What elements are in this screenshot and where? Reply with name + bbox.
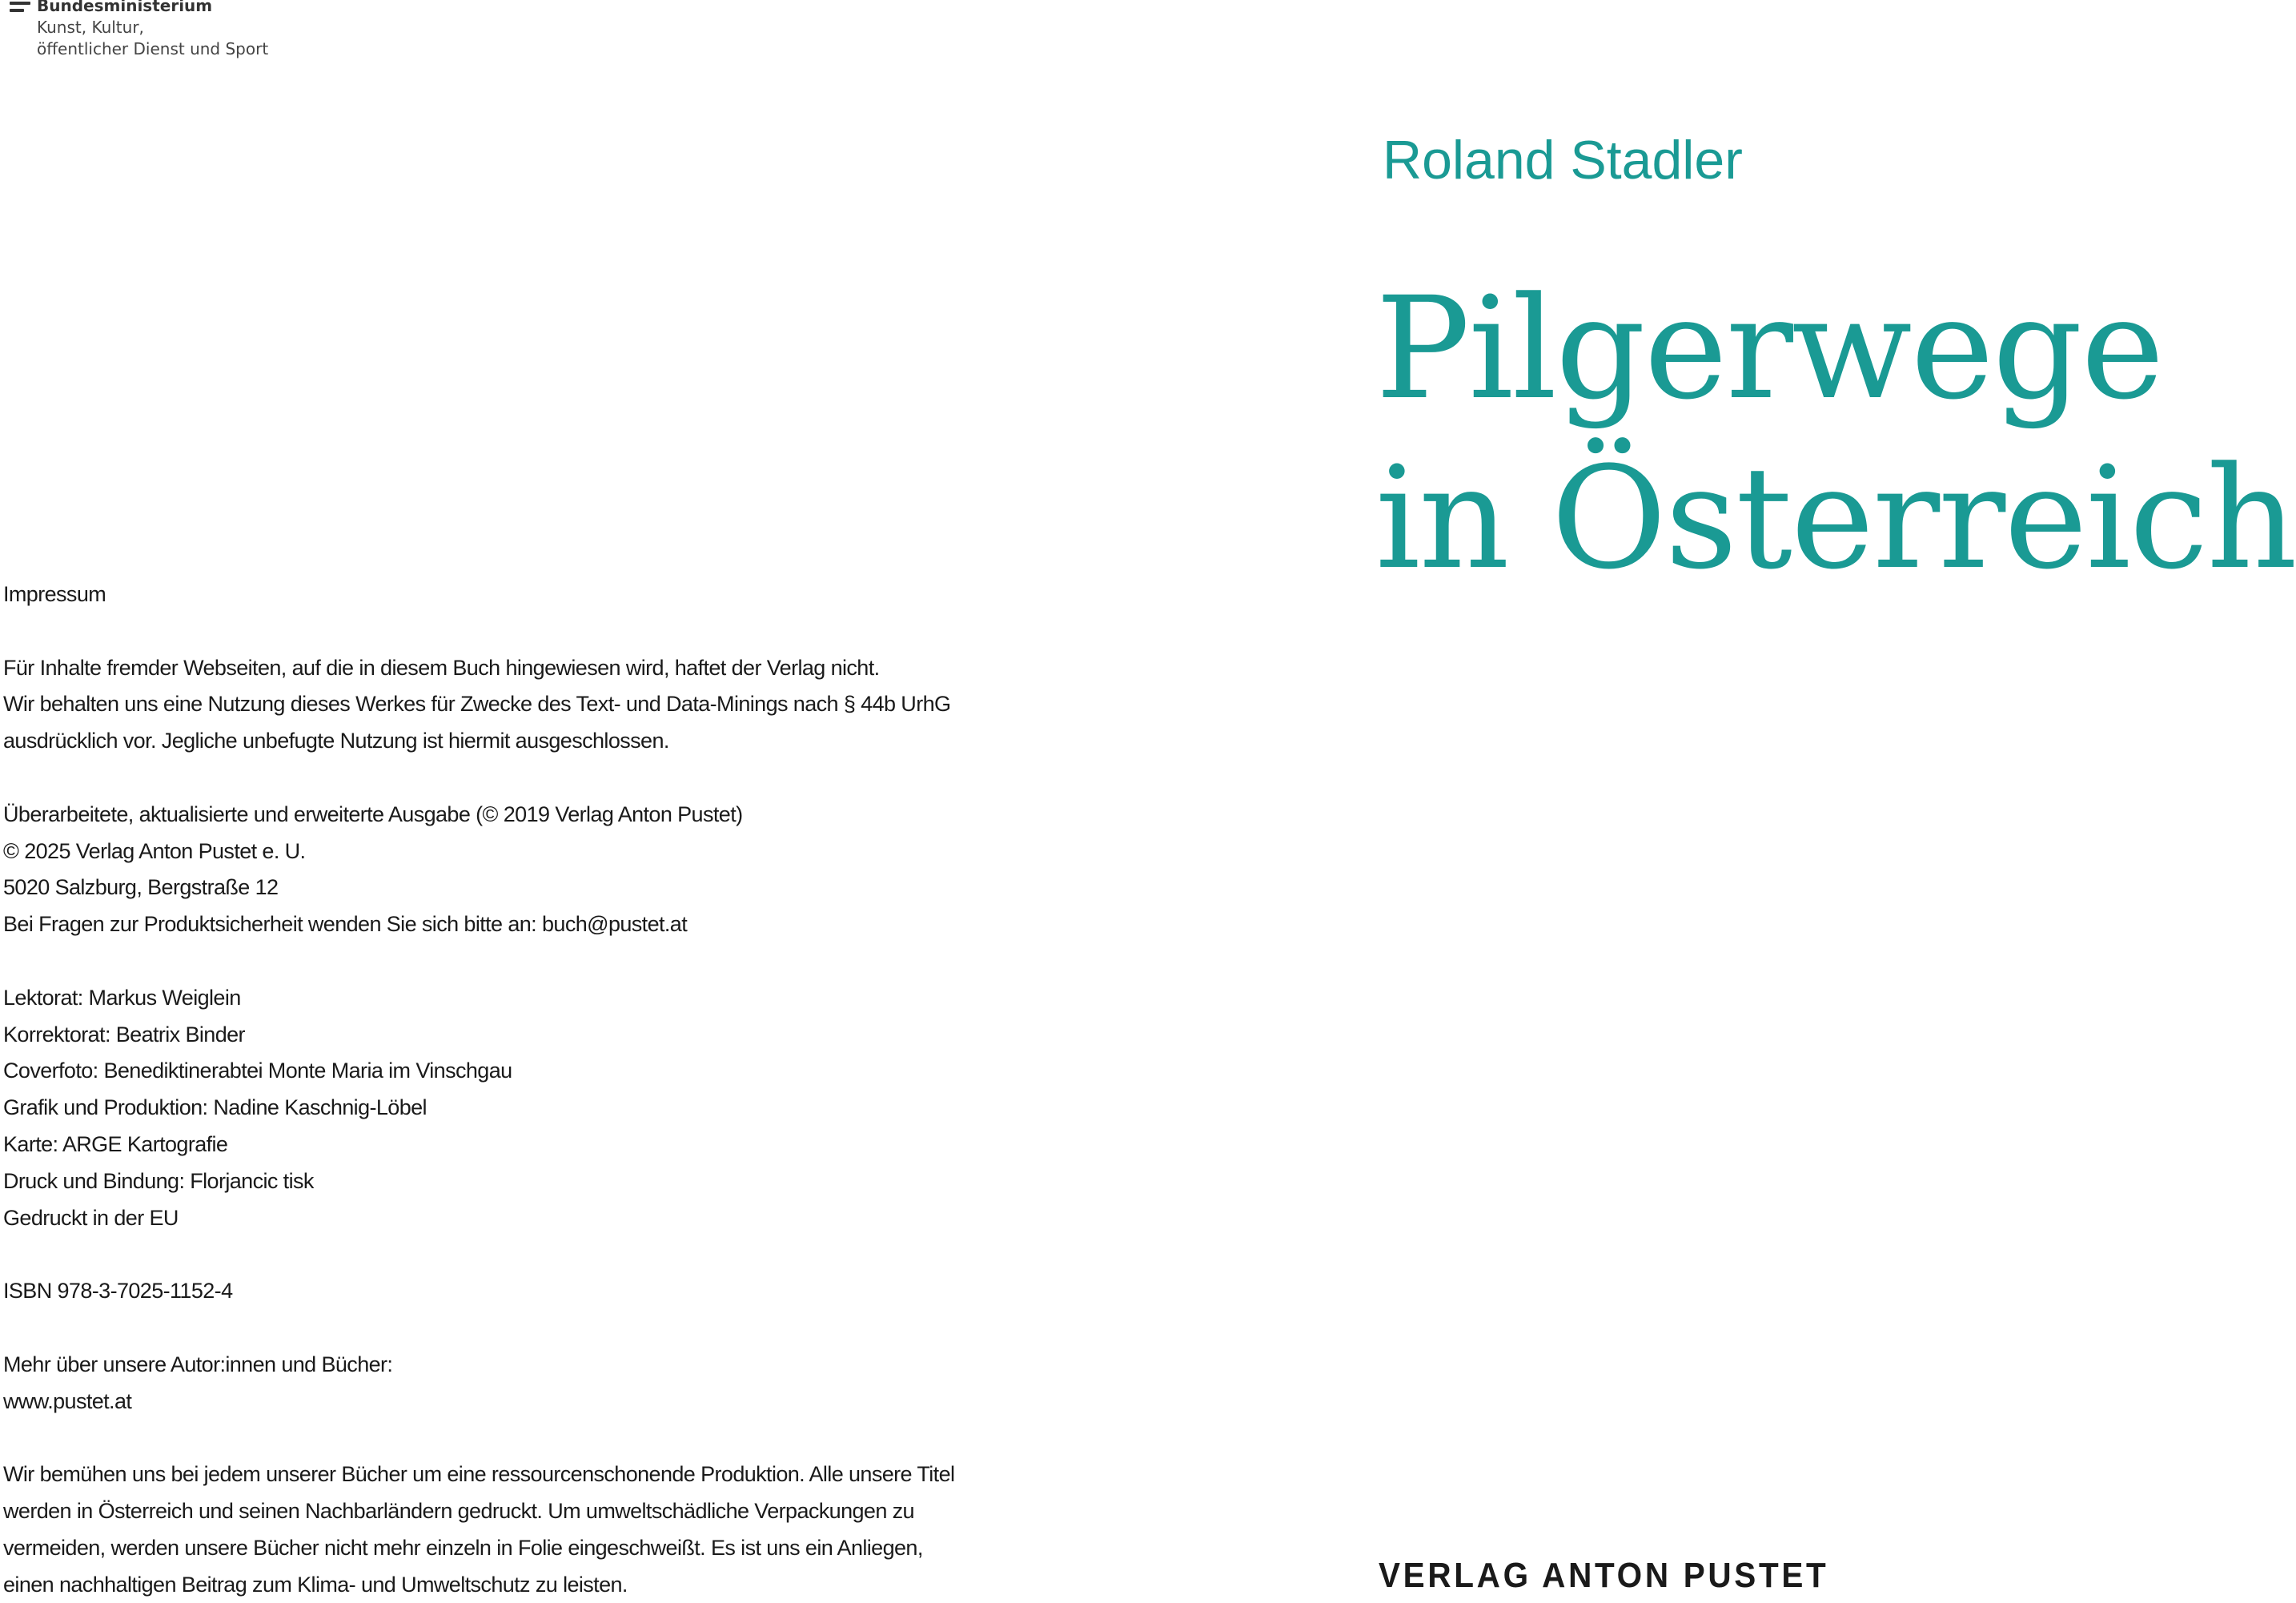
credit-line: Grafik und Produktion: Nadine Kaschnig-Löbel	[3, 1095, 427, 1120]
imprint-address: 5020 Salzburg, Bergstraße 12	[3, 875, 279, 900]
sustainability-line: einen nachhaltigen Beitrag zum Klima- und Umweltschutz zu leisten.	[3, 1572, 628, 1597]
imprint-heading: Impressum	[3, 582, 106, 606]
imprint-block	[3, 577, 955, 1603]
ministry-name: Bundesministerium	[37, 0, 213, 15]
imprint-copyright: © 2025 Verlag Anton Pustet e. U.	[3, 838, 306, 863]
credit-line: Korrektorat: Beatrix Binder	[3, 1022, 245, 1047]
book-title	[1375, 264, 2296, 604]
credit-line: Coverfoto: Benediktinerabtei Monte Maria im Vinschgau	[3, 1059, 512, 1083]
sustainability-line: vermeiden, werden unsere Bücher nicht mehr einzeln in Folie eingeschweißt. Es ist uns ein Anliegen,	[3, 1535, 923, 1560]
ministry-flag-icon	[10, 2, 30, 13]
sustainability-line: Wir bemühen uns bei jedem unserer Bücher um eine ressourcenschonende Produktion. Alle unsere Titel	[3, 1462, 955, 1487]
credit-line: Lektorat: Markus Weiglein	[3, 985, 241, 1010]
ministry-department-line1: Kunst, Kultur,	[37, 18, 144, 37]
imprint-disclaimer-line: ausdrücklich vor. Jegliche unbefugte Nutzung ist hiermit ausgeschlossen.	[3, 729, 669, 753]
credit-line: Karte: ARGE Kartografie	[3, 1131, 228, 1156]
sustainability-line: werden in Österreich und seinen Nachbarländern gedruckt. Um umweltschädliche Verpackungen zu	[3, 1498, 914, 1523]
more-info-text: Mehr über unsere Autor:innen und Bücher:	[3, 1352, 393, 1376]
ministry-department-line2: öffentlicher Dienst und Sport	[37, 39, 269, 58]
book-title-line2: in Österreich	[1375, 436, 2296, 601]
imprint-contact: Bei Fragen zur Produktsicherheit wenden Sie sich bitte an: buch@pustet.at	[3, 912, 688, 937]
publisher-website: www.pustet.at	[3, 1388, 132, 1413]
imprint-disclaimer-line: Wir behalten uns eine Nutzung dieses Werkes für Zwecke des Text- und Data-Minings nach § 44b UrhG	[3, 692, 951, 717]
isbn: ISBN 978-3-7025-1152-4	[3, 1279, 233, 1304]
credit-line: Druck und Bindung: Florjancic tisk	[3, 1168, 314, 1193]
imprint-disclaimer-line: Für Inhalte fremder Webseiten, auf die in diesem Buch hingewiesen wird, haftet der Verlag nicht.	[3, 655, 880, 680]
book-title-line1: Pilgerwege	[1375, 267, 2163, 431]
publisher-logo: VERLAG ANTON PUSTET	[1379, 1556, 1829, 1595]
imprint-edition-line: Überarbeitete, aktualisierte und erweiterte Ausgabe (© 2019 Verlag Anton Pustet)	[3, 802, 743, 826]
credit-line: Gedruckt in der EU	[3, 1205, 179, 1230]
book-author: Roland Stadler	[1383, 130, 1743, 191]
ministry-logo	[10, 0, 298, 64]
